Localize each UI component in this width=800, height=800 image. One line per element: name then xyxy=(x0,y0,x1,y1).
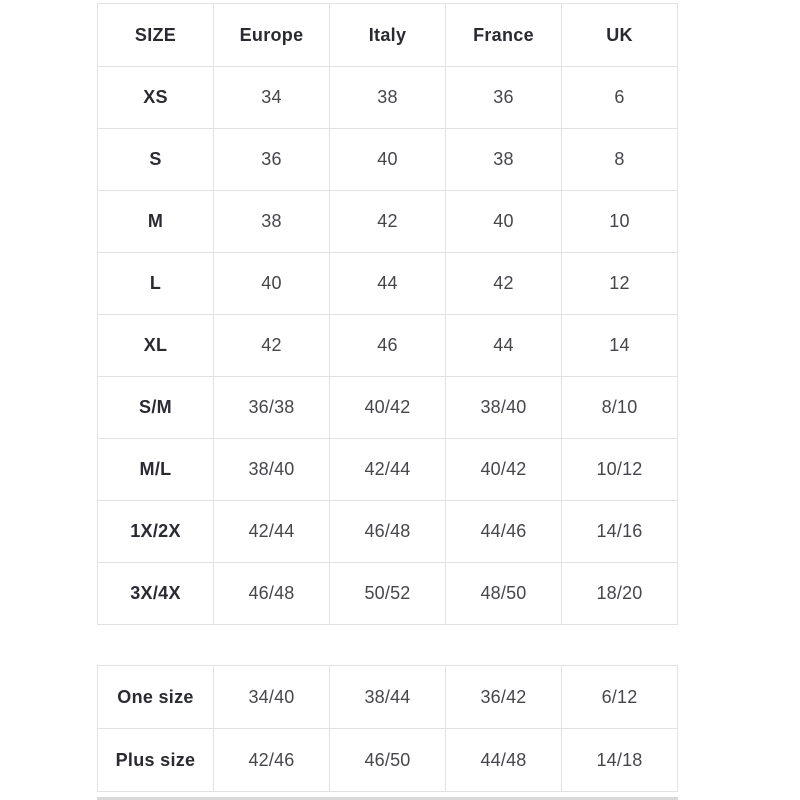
table-row xyxy=(98,377,678,439)
value-cell: 10/12 xyxy=(562,439,678,501)
value-cell: 44/46 xyxy=(446,501,562,563)
value-cell: 14/18 xyxy=(562,729,678,792)
value-cell: 40 xyxy=(330,129,446,191)
value-cell: 42/46 xyxy=(214,729,330,792)
value-cell: 42 xyxy=(330,191,446,253)
value-cell: 14/16 xyxy=(562,501,678,563)
value-cell: 42 xyxy=(446,253,562,315)
value-cell: 44/48 xyxy=(446,729,562,792)
table-row xyxy=(98,191,678,253)
value-cell: 38 xyxy=(330,67,446,129)
value-cell: 34 xyxy=(214,67,330,129)
value-cell: 42 xyxy=(214,315,330,377)
size-label-cell: 3X/4X xyxy=(98,563,214,625)
table-header-row xyxy=(98,4,678,67)
value-cell: 34/40 xyxy=(214,666,330,729)
size-label-cell: S xyxy=(98,129,214,191)
value-cell: 46/48 xyxy=(330,501,446,563)
table-row xyxy=(98,501,678,563)
value-cell: 40/42 xyxy=(446,439,562,501)
value-cell: 44 xyxy=(446,315,562,377)
value-cell: 50/52 xyxy=(330,563,446,625)
value-cell: 6 xyxy=(562,67,678,129)
size-label-cell: XS xyxy=(98,67,214,129)
header-cell-size: SIZE xyxy=(98,4,214,67)
value-cell: 36/38 xyxy=(214,377,330,439)
table-row xyxy=(98,315,678,377)
size-label-cell: S/M xyxy=(98,377,214,439)
value-cell: 14 xyxy=(562,315,678,377)
value-cell: 6/12 xyxy=(562,666,678,729)
value-cell: 44 xyxy=(330,253,446,315)
table-row xyxy=(98,439,678,501)
value-cell: 12 xyxy=(562,253,678,315)
value-cell: 36 xyxy=(214,129,330,191)
size-label-cell: One size xyxy=(98,666,214,729)
value-cell: 10 xyxy=(562,191,678,253)
value-cell: 38 xyxy=(446,129,562,191)
value-cell: 8 xyxy=(562,129,678,191)
value-cell: 42/44 xyxy=(330,439,446,501)
size-label-cell: M xyxy=(98,191,214,253)
value-cell: 46/50 xyxy=(330,729,446,792)
value-cell: 36 xyxy=(446,67,562,129)
value-cell: 46 xyxy=(330,315,446,377)
value-cell: 38/40 xyxy=(446,377,562,439)
value-cell: 38 xyxy=(214,191,330,253)
value-cell: 40/42 xyxy=(330,377,446,439)
value-cell: 36/42 xyxy=(446,666,562,729)
size-label-cell: L xyxy=(98,253,214,315)
value-cell: 40 xyxy=(214,253,330,315)
value-cell: 18/20 xyxy=(562,563,678,625)
table-row xyxy=(98,563,678,625)
size-label-cell: Plus size xyxy=(98,729,214,792)
value-cell: 48/50 xyxy=(446,563,562,625)
value-cell: 40 xyxy=(446,191,562,253)
table-row xyxy=(98,253,678,315)
header-cell-france: France xyxy=(446,4,562,67)
size-conversion-table xyxy=(97,3,678,625)
table-row xyxy=(98,129,678,191)
size-label-cell: 1X/2X xyxy=(98,501,214,563)
header-cell-uk: UK xyxy=(562,4,678,67)
table-row xyxy=(98,67,678,129)
value-cell: 38/40 xyxy=(214,439,330,501)
header-cell-europe: Europe xyxy=(214,4,330,67)
special-sizes-table xyxy=(97,665,678,792)
value-cell: 8/10 xyxy=(562,377,678,439)
value-cell: 46/48 xyxy=(214,563,330,625)
value-cell: 42/44 xyxy=(214,501,330,563)
header-cell-italy: Italy xyxy=(330,4,446,67)
size-label-cell: M/L xyxy=(98,439,214,501)
table-row xyxy=(98,729,678,792)
table-row xyxy=(98,666,678,729)
value-cell: 38/44 xyxy=(330,666,446,729)
size-label-cell: XL xyxy=(98,315,214,377)
